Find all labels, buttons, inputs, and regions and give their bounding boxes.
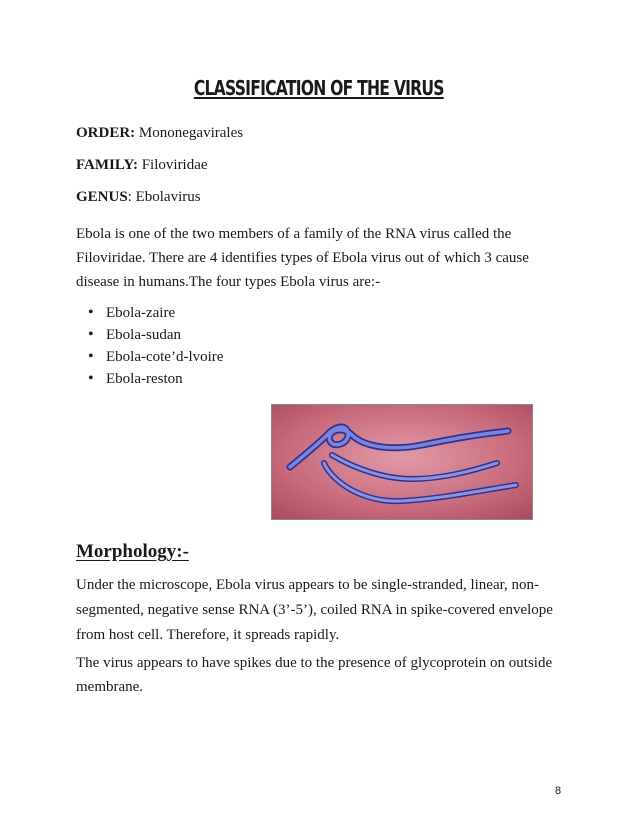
page-number: 8 [555, 785, 562, 797]
family-label: FAMILY: [76, 157, 138, 173]
list-item: • Ebola-sudan [76, 324, 223, 346]
family-field [76, 157, 208, 174]
genus-value: : Ebolavirus [127, 189, 201, 205]
order-field [76, 125, 243, 142]
ebola-virus-micrograph [271, 404, 533, 520]
genus-label: GENUS [76, 189, 128, 205]
morphology-heading: Morphology:- [76, 541, 189, 562]
micrograph-image [272, 405, 533, 520]
list-item: • Ebola-cote’d-lvoire [76, 346, 223, 368]
intro-paragraph: Ebola is one of the two members of a family of the RNA virus called the Filoviridae. There are 4 identifies types of Ebola virus out of which 3 cause disease in humans.The four types Ebola virus are:- [76, 226, 529, 290]
morphology-paragraph-2: The virus appears to have spikes due to the presence of glycoprotein on outside membrane. [76, 655, 553, 695]
ebola-types-list [76, 302, 223, 390]
page-title: CLASSIFICATION OF THE VIRUS [193, 76, 444, 100]
order-label: ORDER: [76, 125, 136, 141]
list-item: • Ebola-reston [76, 368, 223, 390]
genus-field [76, 189, 201, 206]
morphology-paragraph-1: Under the microscope, Ebola virus appears to be single-stranded, linear, non-segmented, negative sense RNA (3’-5’), coiled RNA in spike-covered envelope from host cell. Therefore, it spreads rapidly. [76, 577, 553, 643]
order-value: Mononegavirales [138, 125, 244, 141]
family-value: Filoviridae [141, 157, 208, 173]
list-item: • Ebola-zaire [76, 302, 223, 324]
